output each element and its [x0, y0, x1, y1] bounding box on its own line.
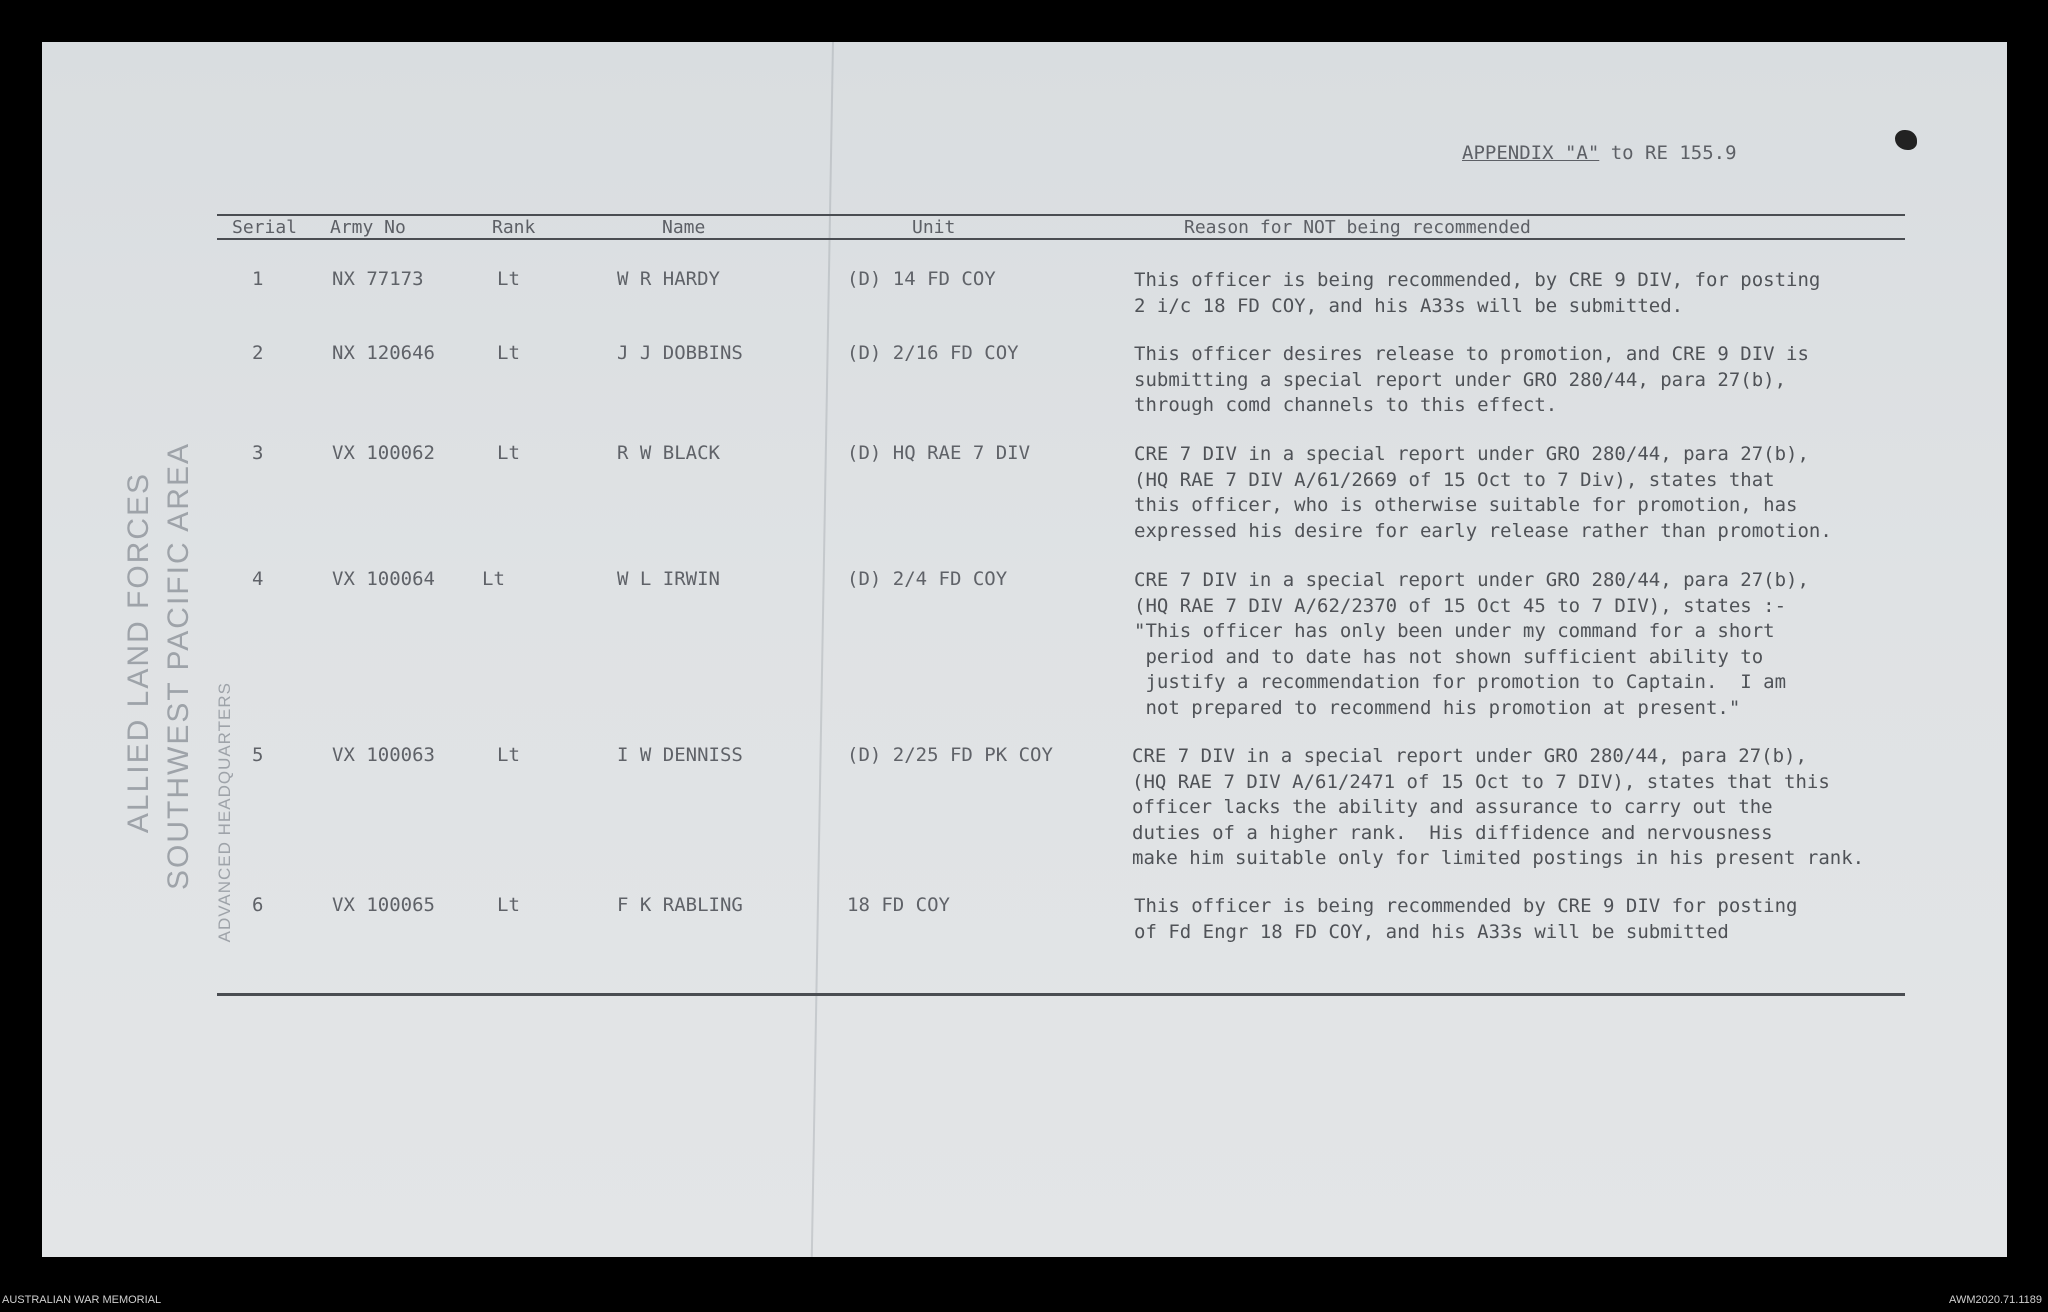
row3-name: R W BLACK [617, 442, 720, 464]
footer-item-id: AWM2020.71.1189 [1949, 1294, 2042, 1306]
row4-rank: Lt [482, 568, 505, 590]
row2-rank: Lt [497, 342, 520, 364]
row2-reason: This officer desires release to promotion, and CRE 9 DIV is submitting a special report under GRO 280/44, para 27(b), through comd channels to this effect. [1134, 343, 1809, 416]
row3-reason: CRE 7 DIV in a special report under GRO 280/44, para 27(b), (HQ RAE 7 DIV A/61/2669 of 15 Oct to 7 Div), states that this officer, who is otherwise suitable for promotion, has expressed his desire for early release rather than promotion. [1134, 443, 1832, 542]
row6-army-no: VX 100065 [332, 894, 435, 916]
stamp-line-2: SOUTHWEST PACIFIC AREA [162, 442, 195, 890]
headquarters-stamp [82, 422, 262, 982]
paper-fold [811, 42, 834, 1257]
header-rank: Rank [492, 217, 536, 238]
row3-rank: Lt [497, 442, 520, 464]
row1-unit: (D) 14 FD COY [847, 268, 996, 290]
row2-unit: (D) 2/16 FD COY [847, 342, 1019, 364]
header-reason: Reason for NOT being recommended [1184, 217, 1531, 238]
row5-name: I W DENNISS [617, 744, 743, 766]
row6-rank: Lt [497, 894, 520, 916]
row2-army-no: NX 120646 [332, 342, 435, 364]
footer-archive-name: AUSTRALIAN WAR MEMORIAL [2, 1294, 162, 1306]
appendix-heading [1462, 142, 1737, 164]
row3-unit: (D) HQ RAE 7 DIV [847, 442, 1031, 464]
table-header-rule [217, 238, 1905, 240]
row3-army-no: VX 100062 [332, 442, 435, 464]
row5-unit: (D) 2/25 FD PK COY [847, 744, 1053, 766]
row5-serial: 5 [252, 744, 264, 766]
header-unit: Unit [912, 217, 956, 238]
row5-reason: CRE 7 DIV in a special report under GRO 280/44, para 27(b), (HQ RAE 7 DIV A/61/2471 of 15 Oct to 7 DIV), states that this officer lacks the ability and assurance to carry out the duties of a higher rank. His diffidence and nervousness make him suitable only for limited postings in his present rank. [1132, 745, 1865, 869]
row1-reason: This officer is being recommended, by CRE 9 DIV, for posting 2 i/c 18 FD COY, and his A33s will be submitted. [1134, 269, 1821, 317]
table-top-rule [217, 214, 1905, 216]
row4-army-no: VX 100064 [332, 568, 435, 590]
row6-serial: 6 [252, 894, 264, 916]
row4-unit: (D) 2/4 FD COY [847, 568, 1008, 590]
row1-serial: 1 [252, 268, 264, 290]
row1-army-no: NX 77173 [332, 268, 424, 290]
row1-name: W R HARDY [617, 268, 720, 290]
paper-hole [1895, 130, 1917, 150]
appendix-suffix: to RE 155.9 [1610, 142, 1737, 164]
header-serial: Serial [232, 217, 298, 238]
row3-serial: 3 [252, 442, 264, 464]
header-name: Name [662, 217, 706, 238]
row4-reason: CRE 7 DIV in a special report under GRO 280/44, para 27(b), (HQ RAE 7 DIV A/62/2370 of 15 Oct 45 to 7 DIV), states :- "This officer has only been under my command for a short period and to date has not shown sufficient ability to justify a recommendation for promotion to Captain. I am not prepared to recommend his promotion at present." [1134, 569, 1809, 719]
row5-rank: Lt [497, 744, 520, 766]
row4-serial: 4 [252, 568, 264, 590]
row6-name: F K RABLING [617, 894, 743, 916]
table-bottom-rule [217, 993, 1905, 996]
appendix-label: APPENDIX "A" [1462, 142, 1600, 164]
row4-name: W L IRWIN [617, 568, 720, 590]
row2-name: J J DOBBINS [617, 342, 743, 364]
row6-unit: 18 FD COY [847, 894, 950, 916]
row2-serial: 2 [252, 342, 264, 364]
row5-army-no: VX 100063 [332, 744, 435, 766]
row6-reason: This officer is being recommended by CRE 9 DIV for posting of Fd Engr 18 FD COY, and his A33s will be submitted [1134, 895, 1798, 943]
row1-rank: Lt [497, 268, 520, 290]
header-army-no: Army No [330, 217, 406, 238]
document-page [42, 42, 2007, 1257]
stamp-line-1: ALLIED LAND FORCES [122, 472, 155, 834]
stamp-line-3: ADVANCED HEADQUARTERS [215, 682, 234, 943]
